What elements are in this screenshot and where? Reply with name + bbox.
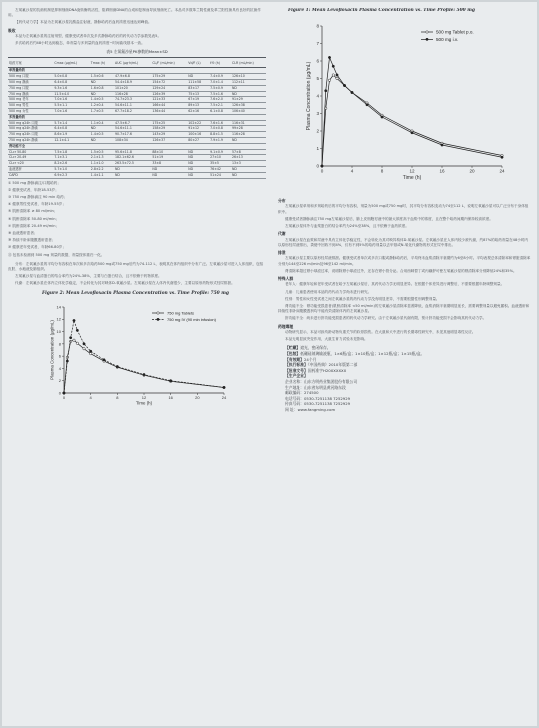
body-paragraph: 左氧氟沙星与血清蛋白的结合率约为24%-38%，主要与白蛋白结合，且不依赖于药物浓度。 [15, 274, 162, 279]
table-cell: 54.6±11.1 [114, 103, 151, 109]
x-tick-label: 4 [89, 394, 92, 400]
table-cell: 108±34 [114, 137, 151, 143]
table-cell: 91±12 [187, 126, 209, 132]
footnote: ④ 健康男性受试者，年龄19-55岁； [8, 202, 66, 207]
table-cell: 11.5±4.0 [53, 91, 89, 97]
body-paragraph: 性别：男性和女性受试者之间左氧氟沙星的药代动力学没有明显差异，不需要根据性别调整剂量。 [285, 296, 440, 301]
shelf-life-label: 【有效期】 [285, 356, 304, 362]
table-cell: 54.4±18.9 [114, 80, 151, 86]
table-cell: 54.6±11.1 [114, 126, 151, 132]
y-tick-label: 4 [316, 93, 319, 99]
table-cell: CAPD [8, 172, 53, 178]
table-cell: 7.5±1.6 [209, 91, 231, 97]
column-header: AUC (μg·h/mL) [114, 58, 151, 68]
y-tick-label: 12 [56, 316, 61, 322]
data-point [83, 342, 85, 344]
table-cell: 136±44 [151, 109, 187, 115]
table-cell: 166±44 [151, 103, 187, 109]
table-cell: 血液透析 [8, 166, 53, 172]
table-cell: 750 mg q24h 静滴 [8, 137, 53, 143]
legend-label: 500 mg i.v. [436, 36, 459, 42]
table-cell: ND [231, 91, 266, 97]
x-tick-label: 8 [116, 394, 119, 400]
table-cell: 158±29 [151, 126, 187, 132]
table-cell: 多剂量给药 [8, 114, 53, 120]
legend-marker [426, 31, 428, 33]
table-cell: 51±24 [209, 172, 231, 178]
table-cell: 1.5±0.5 [90, 149, 114, 155]
y-tick-label: 2 [316, 128, 319, 134]
x-tick-label: 20 [195, 394, 200, 400]
table-cell: 47.5±6.7 [114, 120, 151, 126]
table-cell: 91±29 [231, 97, 266, 103]
series-line-1 [64, 340, 224, 393]
column-header: Cmax (μg/mL) [53, 58, 89, 68]
table-cell: 47.9±6.8 [114, 74, 151, 80]
table-cell: 116±28 [231, 132, 266, 138]
website-value: www.fangming.com [297, 407, 336, 413]
table-cell: 129±24 [151, 85, 187, 91]
body-paragraph: 代谢：左氧氟沙星在体内立体化学稳定，不会转化为其对映体D-氧氟沙星。左氧氟沙星在人体内代谢很少，主要以原形药物形式经尿排泄。 [15, 281, 235, 286]
company-value: 山东方明药业集团股份有限公司 [303, 379, 358, 385]
table-cell: 9.1±0.9 [209, 149, 231, 155]
column-header: t½ (h) [209, 58, 231, 68]
table-cell: 7.0±1.6 [53, 97, 89, 103]
concentration-time-chart-500mg [282, 14, 522, 194]
table-cell: 67±19 [187, 97, 209, 103]
storage-label: 【贮藏】 [285, 345, 301, 351]
section-heading: 特殊人群 [278, 276, 294, 282]
table-cell: 67.7±18.2 [114, 109, 151, 115]
table-cell: 1.4±0.5 [90, 97, 114, 103]
table-cell: ND [231, 137, 266, 143]
table-cell: 27±10 [209, 155, 231, 161]
legend-marker [157, 318, 159, 320]
table-cell: ND [187, 74, 209, 80]
table-cell: 7.0±1.4 [209, 80, 231, 86]
data-point [66, 359, 68, 361]
company-label: 企业名称： [285, 379, 304, 385]
table-cell: ND [90, 137, 114, 143]
section-heading: 吸收 [8, 27, 16, 33]
table-cell: 5.7±1.4 [53, 120, 89, 126]
data-point [223, 386, 225, 388]
table-cell: 7.6±2.0 [209, 97, 231, 103]
figure-title: Figure 2: Mean Levofloxacin Plasma Concentration vs. Time Profile: 750 mg [42, 290, 229, 296]
y-tick-label: 6 [58, 353, 61, 359]
data-point [83, 347, 85, 349]
table-cell: ND [187, 172, 209, 178]
table-cell: 750 mg 口服 [8, 85, 53, 91]
y-axis-label: Plasma Concentration (μg/mL) [49, 319, 55, 380]
table-cell: 5.5±1.1 [53, 103, 89, 109]
table-cell: 121±33 [151, 97, 187, 103]
table-cell: 7.5±2.1 [209, 103, 231, 109]
table-cell: CLcr <20 [8, 161, 53, 167]
table-cell: CLcr 20-49 [8, 155, 53, 161]
body-paragraph: 健康受试者静脉滴注750 mg左氧氟沙星后，肺上皮细胞衬液中的最大浓度高于血浆中的浓度，且在整个给药间期内保持较高浓度。 [285, 216, 493, 221]
body-paragraph: 左氧氟沙星的抗菌机制是抑制细菌DNA旋转酶的活性，阻碍细菌DNA的合成和复制而导致细菌死亡。本品对多数革兰阴性菌及革兰阳性菌具有良好的抗菌作用。 [8, 8, 261, 18]
table-cell: 7.6±1.6 [209, 120, 231, 126]
data-point [328, 79, 330, 81]
legend-marker [157, 311, 159, 313]
standard-value: 《中国药典》2010年版第二部 [307, 362, 358, 368]
table-cell: 500 mg 口服 [8, 74, 53, 80]
body-paragraph: 肾功能不全：肾功能受损患者(肌酐清除率 <50 ml/min)的左氧氟沙星清除率显著降低，血浆消除半衰期明显延长，需要调整剂量以避免蓄积。血液透析和持续性非卧床腹膜透析均不能有效清除体内的左氧氟沙星。 [278, 304, 530, 314]
approval-label: 【批准文号】 [285, 367, 308, 373]
body-paragraph: 肾清除率超过肾小球滤过率，说明除肾小球滤过外，还存在肾小管分泌。合用西咪替丁或丙磺舒可使左氧氟沙星的肾清除率分别降低24%和35%。 [285, 268, 517, 273]
footnote: ⑧ 血液透析患者； [8, 230, 38, 235]
footnote: ① 500 mg 静脉滴注/口服给药； [8, 180, 61, 185]
legend-label: 500 mg Tablet p.o. [436, 29, 474, 35]
data-point [332, 74, 334, 76]
table-header-row [8, 58, 266, 68]
body-paragraph: 动物研究显示，本品可致幼龄动物负重关节的软骨损伤。在大鼠和犬中进行的长期毒性研究中，未见其他明显毒性反应。 [285, 330, 476, 335]
x-tick-label: 0 [62, 394, 66, 400]
data-point [143, 373, 145, 375]
table-cell: ND [151, 166, 187, 172]
table-cell: 51±19 [151, 155, 187, 161]
table-cell: ND [187, 161, 209, 167]
table-cell: 26±13 [231, 155, 266, 161]
data-point [343, 84, 345, 86]
table-cell: 112±11 [231, 80, 266, 86]
table-cell: 33±8 [151, 161, 187, 167]
y-tick-label: 8 [58, 340, 61, 346]
y-tick-label: 7 [316, 41, 319, 47]
data-point [336, 74, 338, 76]
document-page [2, 2, 537, 726]
table-cell: 8.6±1.9 [53, 132, 89, 138]
table-body [8, 68, 266, 178]
package-info [278, 345, 531, 412]
body-paragraph: 多次给药后约48小时达到稳态，单剂量与多剂量的血药浓度−时间曲线基本一致。 [15, 41, 145, 46]
table-cell: 500 mg 老年 [8, 97, 53, 103]
series-line-2 [64, 320, 224, 392]
fax-value: 0530-7251138 7252929 [303, 401, 351, 407]
table-cell: 500 mg q24h 静滴 [8, 126, 53, 132]
table-cell: 1.2±0.4 [90, 103, 114, 109]
postcode-value: 274500 [303, 390, 319, 396]
table-cell: 90.7±17.6 [114, 132, 151, 138]
data-point [103, 358, 105, 360]
table-cell: 5.0±0.8 [53, 74, 89, 80]
footnote: ⑥ 肌酐清除率 50-80 ml/min； [8, 216, 60, 221]
body-paragraph: 本品无明显致突变作用，大鼠生育力试验未见影响。 [285, 337, 368, 342]
footnote: ⑨ 持续不卧床腹膜透析患者； [8, 238, 56, 243]
table-caption: 表5 左氧氟沙星PK参数的Mean±SD [106, 49, 168, 55]
table-cell: 154±72 [151, 80, 187, 86]
shelf-life-value: 24个月 [303, 356, 317, 362]
table-cell: 83±17 [187, 85, 209, 91]
section-heading: 分布 [278, 198, 286, 203]
table-cell: 99±28 [231, 126, 266, 132]
data-point [351, 91, 353, 93]
table-cell: ND [151, 172, 187, 178]
table-cell: 12.1±4.1 [53, 137, 89, 143]
table-cell: ND [90, 80, 114, 86]
y-tick-label: 2 [58, 377, 61, 383]
table-cell: 62±16 [187, 109, 209, 115]
table-cell: 7.9±1.9 [209, 137, 231, 143]
table-cell: 5.7±1.0 [53, 166, 89, 172]
table-cell: 750 mg 静滴 [8, 91, 53, 97]
table-cell: 126±39 [151, 91, 187, 97]
table-cell: 126±38 [231, 103, 266, 109]
table-cell: 116±28 [114, 91, 151, 97]
table-cell: 1.4±0.5 [90, 132, 114, 138]
table-cell: 500 mg q24h 口服 [8, 120, 53, 126]
table-cell: 101±20 [114, 85, 151, 91]
x-tick-label: 16 [168, 394, 173, 400]
body-paragraph: 肝功能不全：尚未进行肝功能受损患者的药代动力学研究。由于左氧氟沙星代谢有限，预计肝功能受损不会影响其药代动力学。 [285, 316, 487, 321]
data-point [441, 144, 443, 146]
data-point [321, 165, 323, 167]
figure-title: Figure 1: Mean Levofloxacin Plasma Concentration vs. Time Profile: 500 mg [288, 8, 475, 13]
y-tick-label: 1 [316, 146, 319, 152]
x-tick-label: 8 [380, 168, 384, 174]
section-heading: 药理毒理 [278, 323, 294, 329]
packaging-label: 【包装】 [285, 351, 301, 357]
table-cell: CLcr 50-80 [8, 149, 53, 155]
data-point [116, 365, 118, 367]
table-cell: 8.8±1.5 [209, 132, 231, 138]
x-axis-label: Time (h) [135, 400, 153, 406]
body-paragraph: 本品为左氧氟沙星的注射剂型，健康受试者单次及多次静脉给药后的药代动力学参数见表5。 [15, 34, 162, 39]
x-tick-label: 12 [409, 168, 415, 174]
column-header: CLR (mL/min) [231, 58, 266, 68]
table-cell: 500 mg 静滴 [8, 80, 53, 86]
footnote: ⑪ 包括未检测到 500 mg 剂量的数据，剂量按体重归一化。 [8, 252, 105, 257]
table-cell: 57±8 [231, 149, 266, 155]
data-point [73, 339, 75, 341]
table-cell: 7.5±0.9 [209, 85, 231, 91]
table-cell: 263.5±72.5 [114, 161, 151, 167]
legend-marker [426, 38, 428, 40]
footnote: ⑦ 肌酐清除率 20-49 ml/min； [8, 223, 60, 228]
storage-value: 遮光，密闭保存。 [300, 345, 331, 351]
table-cell: 111±58 [187, 80, 209, 86]
postcode-label: 邮政编码： [285, 390, 304, 396]
table-cell: 95.6±11.8 [114, 149, 151, 155]
data-point [381, 116, 383, 118]
table-cell: ND [231, 166, 266, 172]
column-header: CL/F (mL/min) [151, 58, 187, 68]
right-column [278, 8, 531, 720]
y-tick-label: 6 [316, 58, 319, 64]
table-cell: 6.4±0.8 [53, 80, 89, 86]
table-cell: 7.0±1.6 [53, 109, 89, 115]
data-point [332, 65, 334, 67]
table-cell: 74.7±23.3 [114, 97, 151, 103]
table-cell: 7.1±3.1 [53, 155, 89, 161]
table-cell: 35±5 [209, 161, 231, 167]
table-cell: ND [114, 172, 151, 178]
table-cell: 80±27 [187, 137, 209, 143]
concentration-time-chart-750mg [32, 297, 242, 409]
x-tick-label: 16 [439, 168, 445, 174]
y-tick-label: 5 [316, 76, 319, 82]
table-cell: 13±3 [231, 161, 266, 167]
approval-value: 国药准字H20XXXXXX [307, 367, 347, 373]
data-point [169, 379, 171, 381]
table-cell: 1.4±1.1 [90, 172, 114, 178]
x-tick-label: 20 [469, 168, 475, 174]
body-paragraph: 【药代动力学】本品为左氧氟沙星乳酸盐注射液，静脉给药后血药浓度迅速达到峰值。 [15, 20, 152, 25]
table-cell: 7.4±0.9 [209, 74, 231, 80]
x-tick-label: 0 [320, 168, 324, 174]
x-axis-label: Time (h) [402, 175, 422, 182]
phone-label: 电话号码： [285, 395, 304, 401]
figure-1 [278, 8, 531, 196]
table-cell: ND [231, 85, 266, 91]
table-cell: ND [187, 166, 209, 172]
table-cell: ND [90, 126, 114, 132]
footnote: ② 健康受试者，年龄18-53岁； [8, 187, 59, 192]
legend-label: 750 mg Tablets [167, 310, 195, 316]
left-column [8, 8, 266, 720]
x-tick-label: 24 [499, 168, 505, 174]
y-axis-label: Plasma Concentration (μg/mL) [306, 61, 313, 131]
body-paragraph: 左氧氟沙星主要以原形经尿液排泄。健康受试者单次或多次口服或静脉给药后，平均终末血浆清除半衰期约为6至8小时。平均表观总体清除率和肾脏清除率分别为144至226 ml/min及96至142 ml/min。 [278, 256, 531, 266]
section-heading: 排泄 [278, 250, 286, 256]
data-point [89, 352, 91, 354]
table-cell: ND [231, 172, 266, 178]
website-label: 网 址： [285, 407, 298, 413]
table-cell: 89±13 [187, 103, 209, 109]
fax-label: 传真号码： [285, 401, 304, 407]
table-cell: 6.4±0.8 [53, 126, 89, 132]
table-cell: 1.5±0.6 [90, 74, 114, 80]
table-cell: ND [187, 149, 209, 155]
data-point [325, 90, 327, 92]
table-cell: 1.1±1.0 [90, 161, 114, 167]
data-point [366, 104, 368, 106]
table-cell: 143±29 [151, 132, 187, 138]
body-paragraph: 老年人：健康年轻和老年受试者在给予左氧氟沙星后，其药代动力学无明显差异。在根据个体差异进行调整后，不需要根据年龄调整剂量。 [285, 282, 505, 287]
legend-label: 750 mg IV (90 min infusion) [167, 316, 216, 322]
table-footnotes [8, 181, 266, 258]
table-cell: 1.6±0.8 [90, 85, 114, 91]
phone-value: 0530-7251138 7252929 [303, 395, 351, 401]
body-paragraph: 左氧氟沙星在血浆和尿液中具有立体化学稳定性，不会转化为其对映异构体D-氧氟沙星。左氧氟沙星在人体内较少被代谢，约87%的给药剂量在48小时内以原形经尿液排出，粪便中回收不到4%，仅有不到5%的给药剂量以去甲基或N-氧化代谢物的形式在尿中排出。 [278, 237, 529, 247]
site-label: 生产地址： [285, 384, 304, 390]
series-line-1 [322, 75, 502, 166]
footnote: ③ 750 mg 静脉滴注 90 min 给药； [8, 194, 68, 199]
x-tick-label: 24 [221, 394, 227, 400]
table-cell: 102±22 [187, 120, 209, 126]
table-cell: 7.0±0.8 [209, 126, 231, 132]
column-header: 给药方案 [8, 58, 53, 68]
footnote: ⑩ 健康老年受试者，年龄66-80岁； [8, 245, 66, 250]
data-point [89, 350, 91, 352]
table-cell: 126±10 [231, 74, 266, 80]
table-row [8, 172, 266, 178]
table-cell: 116±31 [231, 120, 266, 126]
column-header: Tmax (h) [90, 58, 114, 68]
table-cell: 182.1±62.6 [114, 155, 151, 161]
x-tick-label: 12 [141, 394, 147, 400]
table-cell: 6.9±2.3 [53, 172, 89, 178]
data-point [501, 156, 503, 158]
table-cell: 500 mg 女性 [8, 109, 53, 115]
manufacturer-line [278, 407, 531, 413]
table-cell: 500 mg 男性 [8, 103, 53, 109]
table-cell: 126±37 [151, 137, 187, 143]
body-paragraph: 儿童：儿童患者使用本品的药代动力学尚未进行研究。 [285, 289, 372, 294]
table-cell: 175±25 [151, 120, 187, 126]
table-cell: 1.7±0.5 [90, 109, 114, 115]
y-tick-label: 3 [316, 111, 319, 117]
table-cell: 1.1±0.4 [90, 120, 114, 126]
y-tick-label: 0 [58, 390, 61, 396]
data-point [69, 336, 71, 338]
table-cell: 7.5±1.8 [53, 149, 89, 155]
figure-2 [8, 291, 266, 409]
table-cell: 106±40 [231, 109, 266, 115]
section-heading: 代谢 [278, 231, 286, 237]
y-tick-label: 4 [58, 365, 61, 371]
data-point [76, 329, 78, 331]
table-cell: ND [114, 166, 151, 172]
packaging-value: 低硼硅玻璃输液瓶，1×6瓶/盒；1×10瓶/盒；1×12瓶/盒；1×15瓶/盒。 [300, 351, 425, 357]
y-tick-label: 0 [316, 163, 319, 169]
body-paragraph: 左氧氟沙星单剂和多剂给药后的平均分布容积，剂量为500 mg或750 mg时，其平均分布容积变动为74至112 L，说明左氧氟沙星可以广泛分布于身体组织中。 [278, 204, 529, 214]
table-cell: 肾功能不全 [8, 143, 53, 149]
table-cell: ND [187, 155, 209, 161]
table-cell: 8.2±2.6 [53, 161, 89, 167]
data-point [336, 77, 338, 79]
data-point [411, 132, 413, 134]
body-paragraph: 分布：左氧氟沙星的平均分布容积在单次和多次给药500 mg或750 mg后约为74-112 L，表明其在体内组织中分布广泛。左氧氟沙星可进入人体组织，包括皮肤、水疱液及肺组织。 [8, 261, 264, 271]
table-cell: 75±13 [187, 91, 209, 97]
site-value: 山东省东明县黄河路东段 [303, 384, 346, 390]
table-cell: 100±16 [187, 132, 209, 138]
table-cell: 6.1±0.8 [209, 109, 231, 115]
y-tick-label: 8 [316, 23, 319, 29]
table-cell: 750 mg q24h 口服 [8, 132, 53, 138]
standard-label: 【执行标准】 [285, 362, 308, 368]
data-point [328, 56, 330, 58]
table-cell: 175±29 [151, 74, 187, 80]
table-cell: 76±42 [209, 166, 231, 172]
pk-parameter-table [8, 57, 266, 178]
manufacturer-heading: 【生产企业】 [285, 373, 308, 379]
x-tick-label: 4 [350, 168, 354, 174]
table-cell: ND [90, 91, 114, 97]
data-point [76, 342, 78, 344]
table-cell: 2.8±2.2 [90, 166, 114, 172]
data-point [73, 319, 75, 321]
table-cell: 2.1±1.3 [90, 155, 114, 161]
table-cell: 单剂量给药 [8, 68, 53, 74]
table-cell: 9.3±1.6 [53, 85, 89, 91]
table-cell: 88±10 [151, 149, 187, 155]
data-point [63, 391, 65, 393]
y-tick-label: 10 [56, 328, 61, 334]
body-paragraph: 左氧氟沙星体外与血浆蛋白的结合率约为24%至38%，且不依赖于血药浓度。 [285, 224, 409, 229]
y-tick-label: 14 [56, 304, 61, 310]
column-header: Vd/F (L) [187, 58, 209, 68]
footnote: ⑤ 肌酐清除率 ≥ 80 ml/min； [8, 209, 58, 214]
